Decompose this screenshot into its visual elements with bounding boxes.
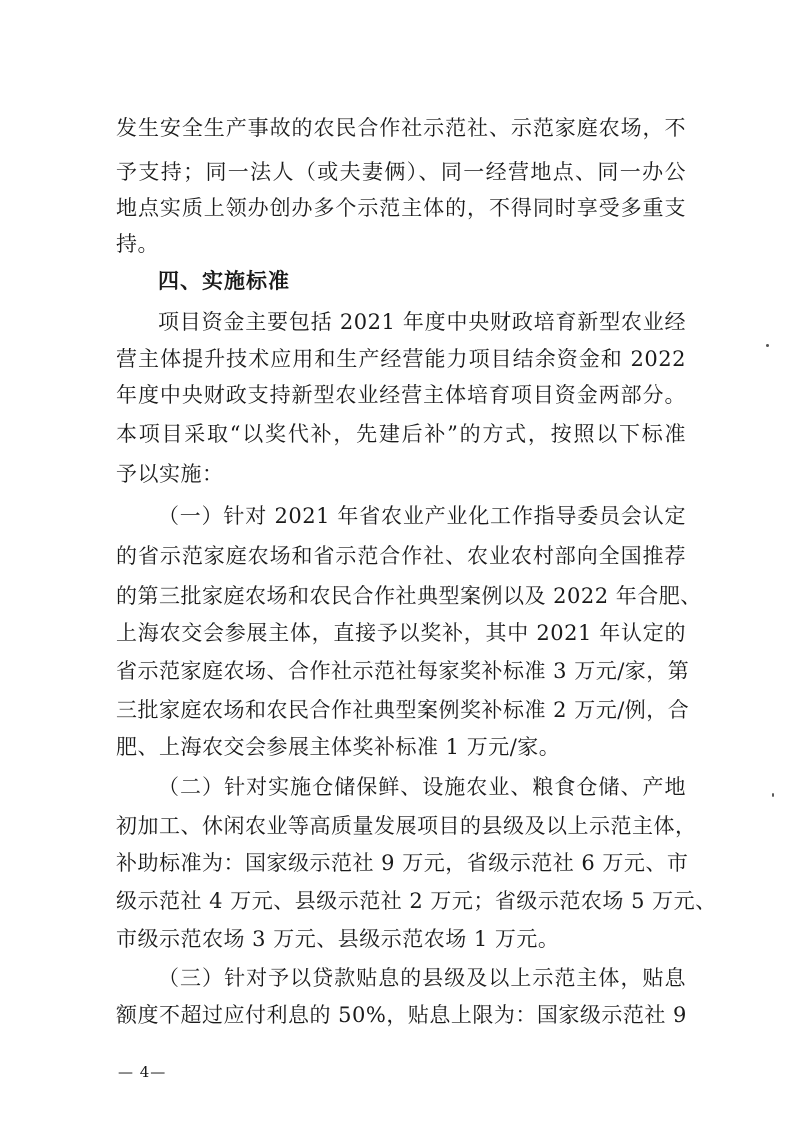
text-line-6: 项目资金主要包括 2021 年度中央财政培育新型农业经 <box>158 310 686 334</box>
text-line-13: 的第三批家庭农场和农民合作社典型案例以及 2022 年合肥、 <box>116 584 702 608</box>
text-line-21: 级示范社 4 万元、县级示范社 2 万元；省级示范农场 5 万元、 <box>116 889 717 913</box>
text-line-3: 地点实质上领办创办多个示范主体的，不得同时享受多重支 <box>116 196 686 220</box>
text-line-12: 的省示范家庭农场和省示范合作社、农业农村部向全国推荐 <box>116 544 686 568</box>
text-line-9: 本项目采取“以奖代补，先建后补”的方式，按照以下标准 <box>116 422 686 446</box>
text-line-14: 上海农交会参展主体，直接予以奖补，其中 2021 年认定的 <box>116 621 686 645</box>
text-line-19: 初加工、休闲农业等高质量发展项目的县级及以上示范主体， <box>116 814 697 838</box>
scan-speck <box>766 344 769 347</box>
text-line-15: 省示范家庭农场、合作社示范社每家奖补标准 3 万元/家，第 <box>116 659 690 683</box>
text-line-4: 持。 <box>116 232 159 256</box>
text-line-16: 三批家庭农场和农民合作社典型案例奖补标准 2 万元/例，合 <box>116 698 690 722</box>
text-line-22: 市级示范农场 3 万元、县级示范农场 1 万元。 <box>116 927 560 951</box>
text-line-20: 补助标准为：国家级示范社 9 万元，省级示范社 6 万元、市 <box>116 851 689 875</box>
text-line-24: 额度不超过应付利息的 50%，贴息上限为：国家级示范社 9 <box>116 1003 687 1027</box>
text-line-10: 予以实施： <box>116 462 224 486</box>
text-line-1: 发生安全生产事故的农民合作社示范社、示范家庭农场，不 <box>116 116 686 140</box>
scan-speck <box>772 793 774 797</box>
text-line-2: 予支持；同一法人（或夫妻俩）、同一经营地点、同一办公 <box>116 160 686 184</box>
text-line-11: （一）针对 2021 年省农业产业化工作指导委员会认定 <box>158 504 686 528</box>
text-line-18: （二）针对实施仓储保鲜、设施农业、粮食仓储、产地 <box>158 775 686 799</box>
text-line-7: 营主体提升技术应用和生产经营能力项目结余资金和 2022 <box>116 347 686 371</box>
text-line-23: （三）针对予以贷款贴息的县级及以上示范主体，贴息 <box>158 966 686 990</box>
page-number: — 4— <box>118 1063 167 1081</box>
text-line-8: 年度中央财政支持新型农业经营主体培育项目资金两部分。 <box>116 383 686 407</box>
text-line-17: 肥、上海农交会参展主体奖补标准 1 万元/家。 <box>116 735 561 759</box>
section-heading: 四、实施标准 <box>158 269 290 293</box>
